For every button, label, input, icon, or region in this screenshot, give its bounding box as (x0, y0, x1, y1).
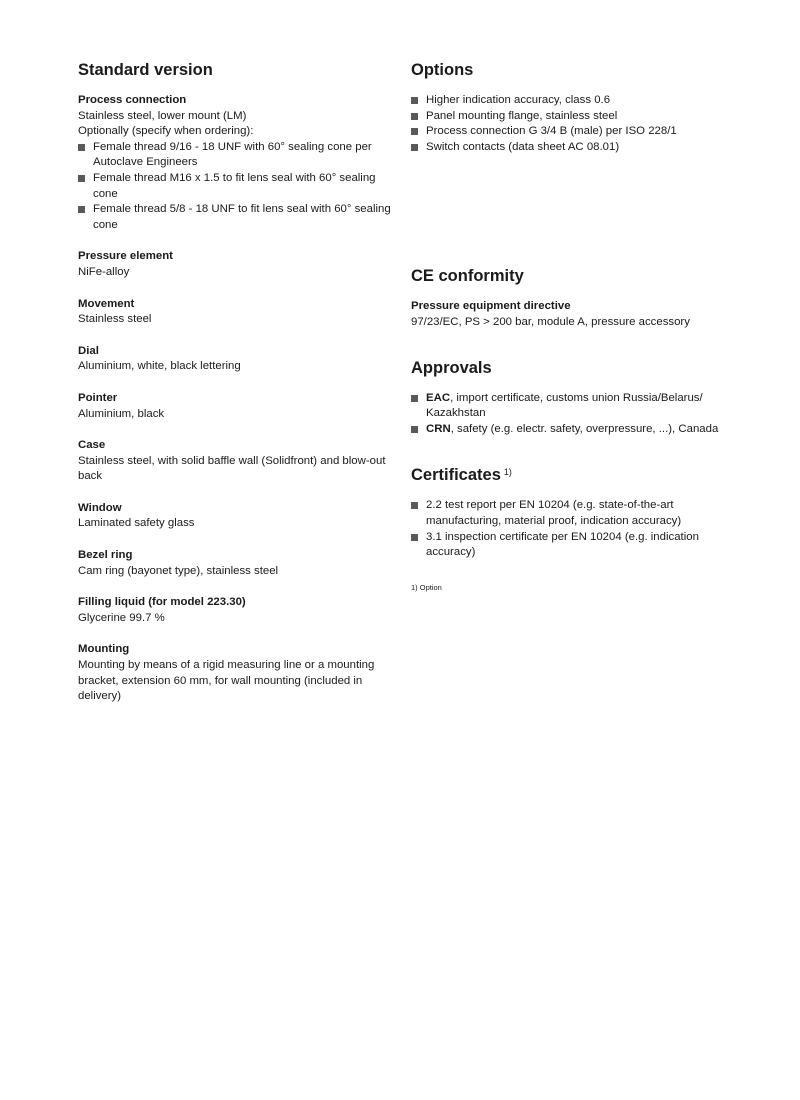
options-list (411, 93, 741, 155)
approvals-list (411, 391, 741, 438)
pointer-title: Pointer (78, 391, 118, 404)
ce-conformity-heading: CE conformity (411, 267, 524, 286)
list-item: 3.1 inspection certificate per EN 10204 (e.g. indication accuracy) (411, 530, 741, 561)
bezel-ring-text: Cam ring (bayonet type), stainless steel (78, 564, 279, 577)
pressure-equipment-directive-title: Pressure equipment directive (411, 300, 571, 313)
case-text: Stainless steel, with solid baffle wall (Solidfront) and blow-out back (78, 454, 386, 483)
movement-text: Stainless steel (78, 313, 152, 326)
square-bullet-icon (78, 144, 85, 151)
list-item: Higher indication accuracy, class 0.6 (411, 93, 741, 109)
pressure-element-section (78, 249, 396, 280)
pointer-text: Aluminium, black (78, 407, 165, 420)
pressure-equipment-directive-text: 97/23/EC, PS > 200 bar, module A, pressure accessory (411, 315, 690, 328)
list-item: EAC, import certificate, customs union Russia/Belarus/ Kazakhstan (411, 391, 741, 422)
window-title: Window (78, 501, 122, 514)
mounting-text: Mounting by means of a rigid measuring line or a mounting bracket, extension 60 mm, for wall mounting (included in delivery) (78, 659, 375, 703)
options-heading: Options (411, 61, 474, 79)
process-connection-list (78, 140, 396, 234)
options-section (411, 60, 741, 155)
standard-version-heading: Standard version (78, 61, 213, 79)
dial-text: Aluminium, white, black lettering (78, 360, 241, 373)
square-bullet-icon (411, 534, 418, 541)
footnote-mark: 1) (503, 467, 512, 478)
square-bullet-icon (78, 175, 85, 182)
certificates-list (411, 498, 741, 560)
dial-title: Dial (78, 344, 99, 357)
pressure-element-text: NiFe-alloy (78, 265, 130, 278)
list-item: Process connection G 3/4 B (male) per ISO 228/1 (411, 124, 741, 140)
list-item: 2.2 test report per EN 10204 (e.g. state-of-the-art manufacturing, material proof, indication accuracy) (411, 498, 741, 529)
approvals-heading: Approvals (411, 358, 492, 377)
bezel-ring-section (78, 548, 396, 579)
approvals-section (411, 358, 741, 438)
process-connection-line2: Optionally (specify when ordering): (78, 125, 254, 138)
case-title: Case (78, 439, 106, 452)
process-connection-line1: Stainless steel, lower mount (LM) (78, 109, 247, 122)
mounting-title: Mounting (78, 643, 130, 656)
square-bullet-icon (78, 206, 85, 213)
case-section (78, 438, 396, 485)
process-connection-title: Process connection (78, 94, 187, 106)
pressure-element-title: Pressure element (78, 250, 173, 263)
left-column (78, 60, 396, 721)
window-text: Laminated safety glass (78, 517, 195, 530)
movement-title: Movement (78, 297, 135, 310)
certificates-heading: Certificates $^{1)}$ (411, 466, 512, 485)
filling-liquid-title: Filling liquid (for model 223.30) (78, 596, 246, 609)
filling-liquid-text: Glycerine 99.7 % (78, 611, 165, 624)
list-item: CRN, safety (e.g. electr. safety, overpressure, ...), Canada (411, 422, 741, 438)
mounting-section (78, 642, 396, 704)
square-bullet-icon (411, 113, 418, 120)
list-item: Panel mounting flange, stainless steel (411, 109, 741, 125)
square-bullet-icon (411, 502, 418, 509)
window-section (78, 501, 396, 532)
pointer-section (78, 391, 396, 422)
certificates-section (411, 465, 741, 592)
square-bullet-icon (411, 97, 418, 104)
list-item: Female thread 9/16 - 18 UNF with 60° sealing cone per Autoclave Engineers (78, 140, 396, 171)
ce-conformity-section (411, 266, 741, 330)
list-item: Female thread 5/8 - 18 UNF to fit lens seal with 60° sealing cone (78, 202, 396, 233)
right-column (411, 60, 741, 600)
square-bullet-icon (411, 144, 418, 151)
square-bullet-icon (411, 395, 418, 402)
dial-section (78, 344, 396, 375)
certificates-footnote: 1) Option (411, 582, 442, 592)
bezel-ring-title: Bezel ring (78, 549, 133, 562)
square-bullet-icon (411, 128, 418, 135)
list-item: Switch contacts (data sheet AC 08.01) (411, 140, 741, 156)
filling-liquid-section (78, 595, 396, 626)
process-connection-section (78, 93, 396, 233)
movement-section (78, 297, 396, 328)
square-bullet-icon (411, 426, 418, 433)
list-item: Female thread M16 x 1.5 to fit lens seal with 60° sealing cone (78, 171, 396, 202)
